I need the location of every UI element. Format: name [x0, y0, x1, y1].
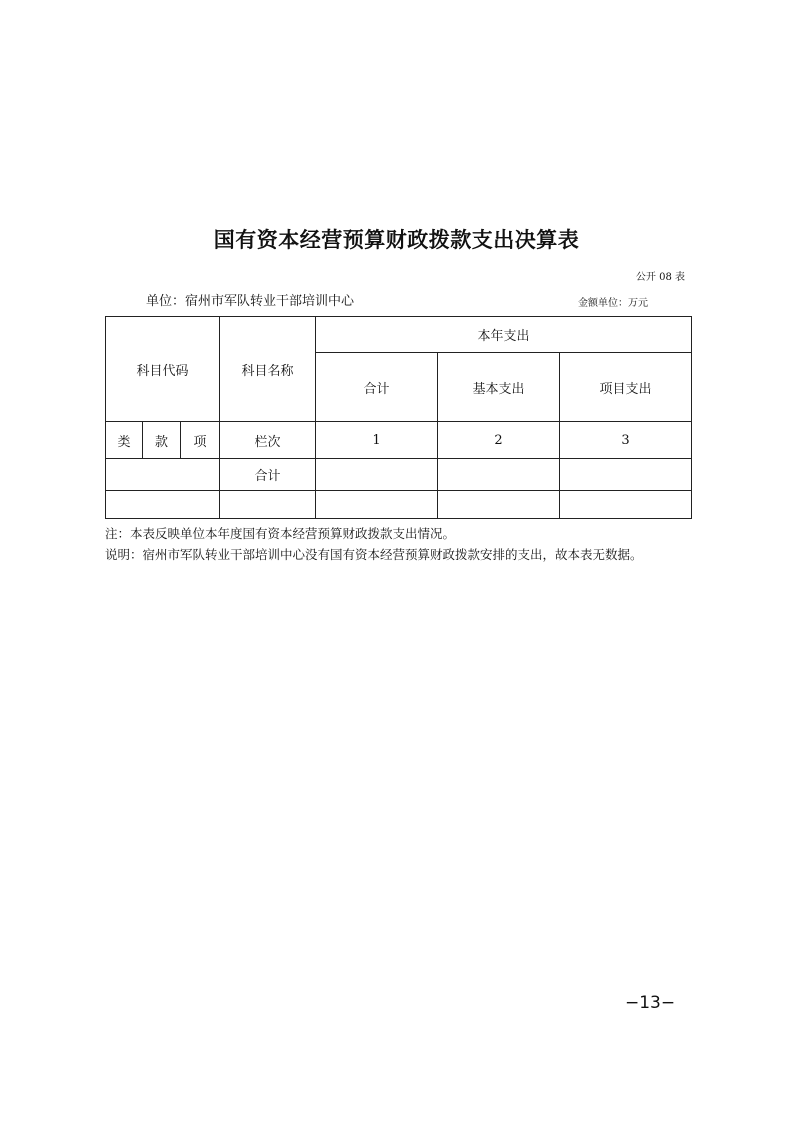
table-cell — [560, 459, 692, 491]
header-basic: 基本支出 — [438, 353, 560, 422]
header-total: 合计 — [316, 353, 438, 422]
table-cell — [560, 491, 692, 519]
notes — [105, 523, 643, 565]
explanation-line: 说明：宿州市军队转业干部培训中心没有国有资本经营预算财政拨款安排的支出，故本表无数据。 — [105, 547, 643, 562]
table-cell — [220, 491, 316, 519]
col-number-2: 2 — [438, 422, 560, 459]
header-subject-name: 科目名称 — [220, 317, 316, 422]
col-number-3: 3 — [560, 422, 692, 459]
header-subject-code: 科目代码 — [106, 317, 220, 422]
header-xiang: 项 — [181, 422, 220, 459]
form-number: 公开 08 表 — [635, 272, 685, 283]
expense-table — [105, 316, 692, 519]
table-cell — [106, 459, 220, 491]
note-line: 注：本表反映单位本年度国有资本经营预算财政拨款支出情况。 — [105, 526, 456, 541]
table-cell — [316, 459, 438, 491]
page-number: −13− — [625, 993, 676, 1013]
header-lei: 类 — [106, 422, 143, 459]
header-lanci: 栏次 — [220, 422, 316, 459]
sum-row-label: 合计 — [220, 459, 316, 491]
table-row — [106, 459, 692, 491]
document-title: 国有资本经营预算财政拨款支出决算表 — [213, 228, 580, 252]
table-cell — [316, 491, 438, 519]
table-row — [106, 491, 692, 519]
table-cell — [106, 491, 220, 519]
col-number-1: 1 — [316, 422, 438, 459]
header-project: 项目支出 — [560, 353, 692, 422]
unit-label: 单位：宿州市军队转业干部培训中心 — [146, 294, 355, 309]
table-cell — [438, 459, 560, 491]
header-kuan: 款 — [143, 422, 181, 459]
money-unit-label: 金额单位：万元 — [578, 298, 648, 309]
table-cell — [438, 491, 560, 519]
header-year-expense: 本年支出 — [316, 317, 692, 353]
